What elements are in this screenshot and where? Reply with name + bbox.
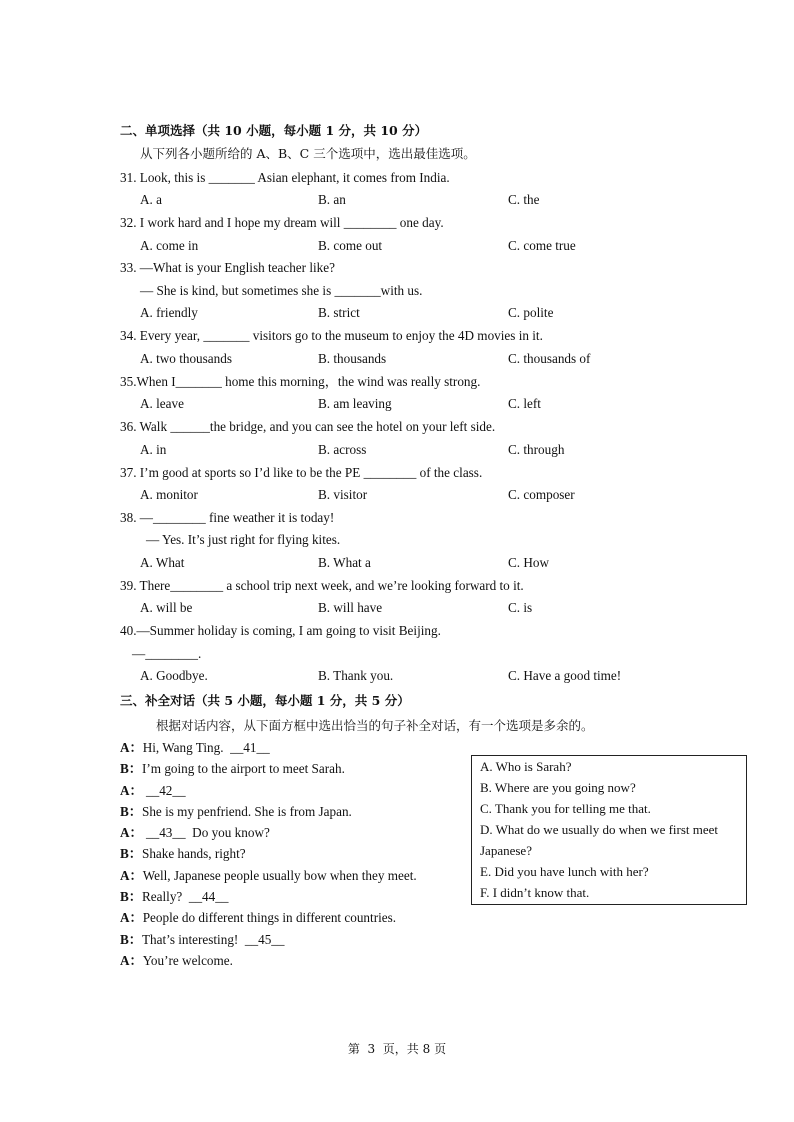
question-35-stem: 35.When I_______ home this morning，the wind was really strong. — [120, 374, 481, 389]
dialogue-text: Hi, Wang Ting. — [142, 740, 231, 755]
option-e: E. Did you have lunch with her? — [480, 864, 649, 879]
question-37-stem: 37. I’m good at sports so I’d like to be the PE ________ of the class. — [120, 465, 483, 480]
dialogue-speaker: B： — [120, 932, 142, 947]
option-a: A. Who is Sarah? — [480, 759, 572, 774]
section2-instruction: 从下列各小题所给的 A、B、C 三个选项中，选出最佳选项。 — [140, 146, 476, 161]
dialogue-line — [120, 825, 270, 841]
question-31-option-a: A. a — [140, 192, 162, 207]
question-33-stem: 33. —What is your English teacher like? — [120, 260, 335, 275]
question-31-stem: 31. Look, this is _______ Asian elephant, it comes from India. — [120, 170, 450, 185]
question-35-option-c: C. left — [508, 396, 541, 411]
section3-instruction: 根据对话内容，从下面方框中选出恰当的句子补全对话，有一个选项是多余的。 — [156, 718, 594, 733]
section3-title: 三、补全对话（共 5 小题，每小题 1 分，共 5 分） — [120, 693, 410, 708]
option-d-continued: Japanese? — [480, 843, 532, 858]
option-f: F. I didn’t know that. — [480, 885, 590, 900]
question-40-option-c: C. Have a good time! — [508, 668, 622, 683]
dialogue-text: Shake hands, right? — [141, 846, 246, 861]
answer-blank-45: __45__ — [244, 932, 285, 947]
answer-blank-44: __44__ — [188, 889, 229, 904]
dialogue-text: Well, Japanese people usually bow when they meet. — [142, 868, 417, 883]
dialogue-text: That’s interesting! — [141, 932, 245, 947]
question-31-option-c: C. the — [508, 192, 540, 207]
question-33-option-a: A. friendly — [140, 305, 198, 320]
question-31-option-b: B. an — [318, 192, 346, 207]
question-33-option-c: C. polite — [508, 305, 554, 320]
dialogue-speaker: B： — [120, 804, 142, 819]
option-d: D. What do we usually do when we first meet — [480, 822, 719, 837]
question-34-option-a: A. two thousands — [140, 351, 232, 366]
dialogue-line — [120, 846, 246, 862]
dialogue-line — [120, 783, 186, 799]
question-32-stem: 32. I work hard and I hope my dream will ________ one day. — [120, 215, 444, 230]
dialogue-speaker: A： — [120, 953, 143, 968]
question-36-option-c: C. through — [508, 442, 565, 457]
question-37-option-b: B. visitor — [318, 487, 368, 502]
question-33-stem-line2: — She is kind, but sometimes she is _______with us. — [140, 283, 423, 298]
question-38-option-a: A. What — [140, 555, 185, 570]
question-36-option-b: B. across — [318, 442, 367, 457]
dialogue-text: Do you know? — [185, 825, 270, 840]
dialogue-text: Really? — [141, 889, 189, 904]
question-36-stem: 36. Walk ______the bridge, and you can see the hotel on your left side. — [120, 419, 496, 434]
question-38-stem-line2: — Yes. It’s just right for flying kites. — [146, 532, 341, 547]
question-38-option-c: C. How — [508, 555, 550, 570]
question-36-option-a: A. in — [140, 442, 167, 457]
question-39-option-c: C. is — [508, 600, 533, 615]
question-40-option-b: B. Thank you. — [318, 668, 394, 683]
page-number: 第 3 页，共 8 页 — [347, 1042, 447, 1056]
dialogue-speaker: B： — [120, 761, 142, 776]
answer-blank-41: __41__ — [230, 740, 270, 755]
question-35-option-b: B. am leaving — [318, 396, 392, 411]
dialogue-text: She is my penfriend. She is from Japan. — [141, 804, 352, 819]
dialogue-speaker: A： — [120, 783, 143, 798]
options-box — [471, 755, 747, 905]
option-c: C. Thank you for telling me that. — [480, 801, 651, 816]
dialogue-speaker: B： — [120, 889, 142, 904]
dialogue-text: People do different things in different countries. — [142, 910, 397, 925]
question-34-stem: 34. Every year, _______ visitors go to the museum to enjoy the 4D movies in it. — [120, 328, 543, 343]
question-40-stem-line2: —________. — [132, 646, 202, 661]
dialogue-line — [120, 889, 228, 905]
dialogue-speaker: B： — [120, 846, 142, 861]
answer-blank-42: __42__ — [146, 783, 186, 798]
section2-title: 二、单项选择（共 10 小题，每小题 1 分，共 10 分） — [120, 123, 428, 138]
dialogue-line — [120, 804, 352, 820]
answer-blank-43: __43__ — [146, 825, 186, 840]
question-38-option-b: B. What a — [318, 555, 371, 570]
question-32-option-c: C. come true — [508, 238, 576, 253]
question-37-option-a: A. monitor — [140, 487, 198, 502]
dialogue-line — [120, 868, 417, 884]
question-39-option-a: A. will be — [140, 600, 193, 615]
dialogue-line — [120, 761, 345, 777]
dialogue-speaker: A： — [120, 825, 143, 840]
dialogue-speaker: A： — [120, 740, 143, 755]
dialogue-speaker: A： — [120, 868, 143, 883]
question-38-stem: 38. —________ fine weather it is today! — [120, 510, 335, 525]
dialogue-line — [120, 910, 396, 926]
dialogue-speaker: A： — [120, 910, 143, 925]
question-40-option-a: A. Goodbye. — [140, 668, 208, 683]
option-b: B. Where are you going now? — [480, 780, 636, 795]
question-32-option-b: B. come out — [318, 238, 383, 253]
dialogue-line — [120, 953, 233, 969]
question-39-stem: 39. There________ a school trip next week, and we’re looking forward to it. — [120, 578, 524, 593]
dialogue-line — [120, 932, 284, 948]
question-35-option-a: A. leave — [140, 396, 184, 411]
dialogue-text: I’m going to the airport to meet Sarah. — [141, 761, 345, 776]
question-34-option-b: B. thousands — [318, 351, 387, 366]
question-34-option-c: C. thousands of — [508, 351, 591, 366]
question-32-option-a: A. come in — [140, 238, 199, 253]
question-39-option-b: B. will have — [318, 600, 383, 615]
dialogue-text: You’re welcome. — [142, 953, 233, 968]
question-33-option-b: B. strict — [318, 305, 360, 320]
dialogue-line — [120, 740, 270, 756]
question-40-stem: 40.—Summer holiday is coming, I am going to visit Beijing. — [120, 623, 441, 638]
question-37-option-c: C. composer — [508, 487, 575, 502]
